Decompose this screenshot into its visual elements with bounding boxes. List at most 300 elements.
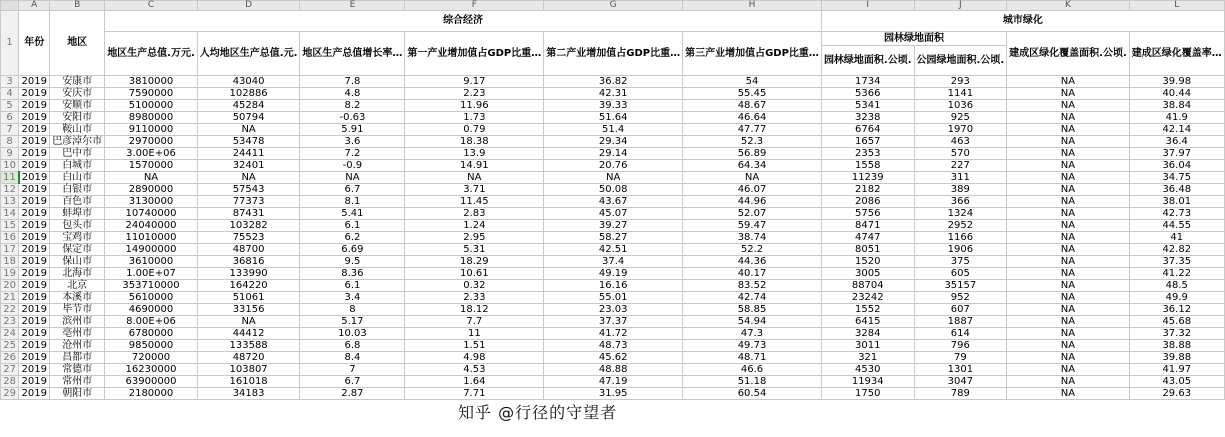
cell-secondary-share[interactable]: 37.37 bbox=[544, 316, 683, 328]
row-number[interactable]: 29 bbox=[1, 388, 19, 400]
cell-green-land-area[interactable]: 321 bbox=[821, 352, 914, 364]
cell-green-land-area[interactable]: 1734 bbox=[821, 76, 914, 88]
cell-gdp[interactable]: 3810000 bbox=[105, 76, 198, 88]
cell-built-green-area[interactable]: NA bbox=[1007, 76, 1130, 88]
cell-region[interactable]: 安顺市 bbox=[50, 100, 105, 112]
row-number[interactable]: 8 bbox=[1, 136, 19, 148]
cell-primary-share[interactable]: 2.95 bbox=[405, 232, 544, 244]
cell-built-green-rate[interactable]: 37.32 bbox=[1129, 328, 1224, 340]
cell-secondary-share[interactable]: 58.27 bbox=[544, 232, 683, 244]
cell-year[interactable]: 2019 bbox=[19, 256, 50, 268]
cell-gdp-per-capita[interactable]: 48720 bbox=[197, 352, 300, 364]
cell-primary-share[interactable]: 3.71 bbox=[405, 184, 544, 196]
cell-region[interactable]: 朝阳市 bbox=[50, 388, 105, 400]
cell-secondary-share[interactable]: 16.16 bbox=[544, 280, 683, 292]
cell-gdp-growth[interactable]: NA bbox=[300, 172, 405, 184]
cell-secondary-share[interactable]: NA bbox=[544, 172, 683, 184]
cell-built-green-area[interactable]: NA bbox=[1007, 100, 1130, 112]
cell-gdp-growth[interactable]: 6.1 bbox=[300, 280, 405, 292]
cell-gdp-growth[interactable]: 7.8 bbox=[300, 76, 405, 88]
cell-gdp[interactable]: 5610000 bbox=[105, 292, 198, 304]
cell-region[interactable]: 蚌埠市 bbox=[50, 208, 105, 220]
cell-gdp[interactable]: 3.00E+06 bbox=[105, 148, 198, 160]
column-header-h[interactable]: H bbox=[683, 1, 822, 11]
cell-green-land-area[interactable]: 8471 bbox=[821, 220, 914, 232]
cell-gdp-growth[interactable]: 6.7 bbox=[300, 184, 405, 196]
cell-gdp[interactable]: 2970000 bbox=[105, 136, 198, 148]
header-green-group[interactable]: 城市绿化 bbox=[821, 11, 1224, 32]
cell-tertiary-share[interactable]: 48.67 bbox=[683, 100, 822, 112]
cell-secondary-share[interactable]: 50.08 bbox=[544, 184, 683, 196]
cell-gdp-per-capita[interactable]: 44412 bbox=[197, 328, 300, 340]
cell-public-green-area[interactable]: 366 bbox=[914, 196, 1007, 208]
cell-year[interactable]: 2019 bbox=[19, 232, 50, 244]
cell-year[interactable]: 2019 bbox=[19, 172, 50, 184]
cell-gdp[interactable]: 3610000 bbox=[105, 256, 198, 268]
cell-public-green-area[interactable]: 925 bbox=[914, 112, 1007, 124]
cell-gdp-per-capita[interactable]: 32401 bbox=[197, 160, 300, 172]
cell-year[interactable]: 2019 bbox=[19, 76, 50, 88]
header-built-green-area[interactable]: 建成区绿化覆盖面积.公顷. bbox=[1007, 32, 1130, 76]
cell-gdp[interactable]: 6780000 bbox=[105, 328, 198, 340]
row-number[interactable]: 9 bbox=[1, 148, 19, 160]
cell-year[interactable]: 2019 bbox=[19, 340, 50, 352]
cell-green-land-area[interactable]: 5756 bbox=[821, 208, 914, 220]
row-number[interactable]: 22 bbox=[1, 304, 19, 316]
cell-primary-share[interactable]: 11 bbox=[405, 328, 544, 340]
cell-green-land-area[interactable]: 3238 bbox=[821, 112, 914, 124]
cell-public-green-area[interactable]: 570 bbox=[914, 148, 1007, 160]
row-number[interactable]: 13 bbox=[1, 196, 19, 208]
cell-gdp-per-capita[interactable]: NA bbox=[197, 316, 300, 328]
cell-gdp-growth[interactable]: 7.2 bbox=[300, 148, 405, 160]
cell-tertiary-share[interactable]: 59.47 bbox=[683, 220, 822, 232]
cell-built-green-rate[interactable]: 38.84 bbox=[1129, 100, 1224, 112]
cell-secondary-share[interactable]: 39.33 bbox=[544, 100, 683, 112]
header-region[interactable]: 地区 bbox=[50, 11, 105, 76]
cell-built-green-area[interactable]: NA bbox=[1007, 352, 1130, 364]
cell-gdp-growth[interactable]: 8.4 bbox=[300, 352, 405, 364]
cell-primary-share[interactable]: 4.53 bbox=[405, 364, 544, 376]
cell-secondary-share[interactable]: 39.27 bbox=[544, 220, 683, 232]
cell-gdp-per-capita[interactable]: 77373 bbox=[197, 196, 300, 208]
cell-public-green-area[interactable]: 1301 bbox=[914, 364, 1007, 376]
cell-region[interactable]: 常州市 bbox=[50, 376, 105, 388]
cell-green-land-area[interactable]: 1657 bbox=[821, 136, 914, 148]
cell-public-green-area[interactable]: 789 bbox=[914, 388, 1007, 400]
cell-green-land-area[interactable]: 23242 bbox=[821, 292, 914, 304]
cell-tertiary-share[interactable]: NA bbox=[683, 172, 822, 184]
cell-green-land-area[interactable]: 2182 bbox=[821, 184, 914, 196]
column-header-a[interactable]: A bbox=[19, 1, 50, 11]
cell-region[interactable]: 亳州市 bbox=[50, 328, 105, 340]
cell-gdp-growth[interactable]: 2.87 bbox=[300, 388, 405, 400]
cell-tertiary-share[interactable]: 47.3 bbox=[683, 328, 822, 340]
cell-public-green-area[interactable]: 1036 bbox=[914, 100, 1007, 112]
row-number[interactable]: 12 bbox=[1, 184, 19, 196]
cell-region[interactable]: 白山市 bbox=[50, 172, 105, 184]
cell-green-land-area[interactable]: 4530 bbox=[821, 364, 914, 376]
cell-built-green-rate[interactable]: 38.01 bbox=[1129, 196, 1224, 208]
cell-year[interactable]: 2019 bbox=[19, 208, 50, 220]
cell-primary-share[interactable]: 1.24 bbox=[405, 220, 544, 232]
header-built-green-rate[interactable]: 建成区绿化覆盖率… bbox=[1129, 32, 1224, 76]
cell-gdp-growth[interactable]: 6.8 bbox=[300, 340, 405, 352]
cell-built-green-area[interactable]: NA bbox=[1007, 364, 1130, 376]
cell-primary-share[interactable]: 11.96 bbox=[405, 100, 544, 112]
cell-public-green-area[interactable]: 463 bbox=[914, 136, 1007, 148]
column-header-k[interactable]: K bbox=[1007, 1, 1130, 11]
cell-primary-share[interactable]: 7.7 bbox=[405, 316, 544, 328]
cell-built-green-rate[interactable]: 40.44 bbox=[1129, 88, 1224, 100]
cell-year[interactable]: 2019 bbox=[19, 376, 50, 388]
cell-gdp-per-capita[interactable]: 36816 bbox=[197, 256, 300, 268]
cell-secondary-share[interactable]: 29.14 bbox=[544, 148, 683, 160]
cell-gdp-growth[interactable]: 8.2 bbox=[300, 100, 405, 112]
cell-tertiary-share[interactable]: 51.18 bbox=[683, 376, 822, 388]
cell-built-green-area[interactable]: NA bbox=[1007, 304, 1130, 316]
cell-public-green-area[interactable]: 1141 bbox=[914, 88, 1007, 100]
cell-year[interactable]: 2019 bbox=[19, 184, 50, 196]
cell-built-green-area[interactable]: NA bbox=[1007, 280, 1130, 292]
cell-gdp-per-capita[interactable]: 50794 bbox=[197, 112, 300, 124]
cell-gdp[interactable]: 2180000 bbox=[105, 388, 198, 400]
row-number[interactable]: 27 bbox=[1, 364, 19, 376]
header-year[interactable]: 年份 bbox=[19, 11, 50, 76]
cell-region[interactable]: 白城市 bbox=[50, 160, 105, 172]
cell-gdp-growth[interactable]: 3.6 bbox=[300, 136, 405, 148]
cell-green-land-area[interactable]: 3005 bbox=[821, 268, 914, 280]
cell-built-green-area[interactable]: NA bbox=[1007, 340, 1130, 352]
cell-gdp-per-capita[interactable]: 164220 bbox=[197, 280, 300, 292]
header-secondary-share[interactable]: 第二产业增加值占GDP比重… bbox=[544, 32, 683, 76]
cell-secondary-share[interactable]: 36.82 bbox=[544, 76, 683, 88]
cell-green-land-area[interactable]: 88704 bbox=[821, 280, 914, 292]
cell-gdp[interactable]: 63900000 bbox=[105, 376, 198, 388]
cell-public-green-area[interactable]: 293 bbox=[914, 76, 1007, 88]
header-public-green-area[interactable]: 公园绿地面积.公顷. bbox=[914, 46, 1007, 76]
cell-year[interactable]: 2019 bbox=[19, 316, 50, 328]
cell-built-green-area[interactable]: NA bbox=[1007, 292, 1130, 304]
cell-gdp[interactable]: 11010000 bbox=[105, 232, 198, 244]
cell-year[interactable]: 2019 bbox=[19, 148, 50, 160]
cell-region[interactable]: 安阳市 bbox=[50, 112, 105, 124]
cell-tertiary-share[interactable]: 44.96 bbox=[683, 196, 822, 208]
cell-gdp-per-capita[interactable]: 133990 bbox=[197, 268, 300, 280]
cell-gdp-per-capita[interactable]: 75523 bbox=[197, 232, 300, 244]
cell-built-green-area[interactable]: NA bbox=[1007, 112, 1130, 124]
cell-public-green-area[interactable]: 1324 bbox=[914, 208, 1007, 220]
cell-built-green-rate[interactable]: 29.63 bbox=[1129, 388, 1224, 400]
cell-region[interactable]: 宝鸡市 bbox=[50, 232, 105, 244]
cell-built-green-rate[interactable]: 36.4 bbox=[1129, 136, 1224, 148]
cell-built-green-rate[interactable]: 39.98 bbox=[1129, 76, 1224, 88]
cell-gdp-growth[interactable]: 8.1 bbox=[300, 196, 405, 208]
header-gdp[interactable]: 地区生产总值.万元. bbox=[105, 32, 198, 76]
cell-primary-share[interactable]: 18.29 bbox=[405, 256, 544, 268]
cell-secondary-share[interactable]: 45.62 bbox=[544, 352, 683, 364]
cell-built-green-rate[interactable]: 36.04 bbox=[1129, 160, 1224, 172]
row-number[interactable]: 24 bbox=[1, 328, 19, 340]
cell-green-land-area[interactable]: 2353 bbox=[821, 148, 914, 160]
cell-region[interactable]: 保山市 bbox=[50, 256, 105, 268]
cell-gdp-growth[interactable]: 3.4 bbox=[300, 292, 405, 304]
cell-gdp-growth[interactable]: 8 bbox=[300, 304, 405, 316]
cell-secondary-share[interactable]: 42.51 bbox=[544, 244, 683, 256]
cell-year[interactable]: 2019 bbox=[19, 100, 50, 112]
cell-built-green-rate[interactable]: 34.75 bbox=[1129, 172, 1224, 184]
cell-gdp-growth[interactable]: -0.9 bbox=[300, 160, 405, 172]
column-header-j[interactable]: J bbox=[914, 1, 1007, 11]
cell-tertiary-share[interactable]: 60.54 bbox=[683, 388, 822, 400]
cell-secondary-share[interactable]: 31.95 bbox=[544, 388, 683, 400]
cell-primary-share[interactable]: 14.91 bbox=[405, 160, 544, 172]
cell-region[interactable]: 昌都市 bbox=[50, 352, 105, 364]
cell-built-green-area[interactable]: NA bbox=[1007, 148, 1130, 160]
cell-gdp[interactable]: 9850000 bbox=[105, 340, 198, 352]
cell-tertiary-share[interactable]: 44.36 bbox=[683, 256, 822, 268]
cell-region[interactable]: 本溪市 bbox=[50, 292, 105, 304]
cell-primary-share[interactable]: 13.9 bbox=[405, 148, 544, 160]
row-number[interactable]: 11 bbox=[1, 172, 19, 184]
cell-gdp-per-capita[interactable]: 45284 bbox=[197, 100, 300, 112]
cell-public-green-area[interactable]: 375 bbox=[914, 256, 1007, 268]
column-header-e[interactable]: E bbox=[300, 1, 405, 11]
cell-gdp-growth[interactable]: 5.17 bbox=[300, 316, 405, 328]
cell-gdp[interactable]: 4690000 bbox=[105, 304, 198, 316]
cell-green-land-area[interactable]: 11239 bbox=[821, 172, 914, 184]
cell-gdp-per-capita[interactable]: 24411 bbox=[197, 148, 300, 160]
cell-built-green-area[interactable]: NA bbox=[1007, 388, 1130, 400]
cell-gdp[interactable]: 7590000 bbox=[105, 88, 198, 100]
cell-tertiary-share[interactable]: 47.77 bbox=[683, 124, 822, 136]
cell-primary-share[interactable]: 7.71 bbox=[405, 388, 544, 400]
cell-gdp-per-capita[interactable]: 53478 bbox=[197, 136, 300, 148]
cell-built-green-rate[interactable]: 44.55 bbox=[1129, 220, 1224, 232]
cell-built-green-area[interactable]: NA bbox=[1007, 256, 1130, 268]
cell-year[interactable]: 2019 bbox=[19, 88, 50, 100]
cell-public-green-area[interactable]: 614 bbox=[914, 328, 1007, 340]
cell-primary-share[interactable]: 0.32 bbox=[405, 280, 544, 292]
cell-region[interactable]: 包头市 bbox=[50, 220, 105, 232]
cell-year[interactable]: 2019 bbox=[19, 196, 50, 208]
cell-public-green-area[interactable]: 1906 bbox=[914, 244, 1007, 256]
cell-gdp-per-capita[interactable]: 161018 bbox=[197, 376, 300, 388]
cell-primary-share[interactable]: 4.98 bbox=[405, 352, 544, 364]
cell-tertiary-share[interactable]: 56.89 bbox=[683, 148, 822, 160]
cell-primary-share[interactable]: 1.64 bbox=[405, 376, 544, 388]
cell-green-land-area[interactable]: 3284 bbox=[821, 328, 914, 340]
cell-built-green-area[interactable]: NA bbox=[1007, 136, 1130, 148]
column-header-c[interactable]: C bbox=[105, 1, 198, 11]
cell-tertiary-share[interactable]: 46.07 bbox=[683, 184, 822, 196]
cell-year[interactable]: 2019 bbox=[19, 136, 50, 148]
cell-gdp-per-capita[interactable]: 33156 bbox=[197, 304, 300, 316]
cell-gdp-per-capita[interactable]: 57543 bbox=[197, 184, 300, 196]
cell-public-green-area[interactable]: 3047 bbox=[914, 376, 1007, 388]
cell-region[interactable]: 北京 bbox=[50, 280, 105, 292]
cell-built-green-rate[interactable]: 43.05 bbox=[1129, 376, 1224, 388]
cell-public-green-area[interactable]: 35157 bbox=[914, 280, 1007, 292]
cell-primary-share[interactable]: 2.83 bbox=[405, 208, 544, 220]
cell-public-green-area[interactable]: 2952 bbox=[914, 220, 1007, 232]
cell-year[interactable]: 2019 bbox=[19, 352, 50, 364]
cell-built-green-rate[interactable]: 41 bbox=[1129, 232, 1224, 244]
cell-built-green-area[interactable]: NA bbox=[1007, 88, 1130, 100]
cell-public-green-area[interactable]: 1887 bbox=[914, 316, 1007, 328]
cell-primary-share[interactable]: 1.51 bbox=[405, 340, 544, 352]
cell-tertiary-share[interactable]: 64.34 bbox=[683, 160, 822, 172]
cell-region[interactable]: 鞍山市 bbox=[50, 124, 105, 136]
cell-green-land-area[interactable]: 11934 bbox=[821, 376, 914, 388]
header-green-land-area[interactable]: 园林绿地面积.公顷. bbox=[821, 46, 914, 76]
cell-built-green-area[interactable]: NA bbox=[1007, 268, 1130, 280]
cell-gdp-per-capita[interactable]: 43040 bbox=[197, 76, 300, 88]
row-number[interactable]: 20 bbox=[1, 280, 19, 292]
cell-secondary-share[interactable]: 45.07 bbox=[544, 208, 683, 220]
cell-tertiary-share[interactable]: 42.74 bbox=[683, 292, 822, 304]
cell-built-green-rate[interactable]: 42.14 bbox=[1129, 124, 1224, 136]
cell-primary-share[interactable]: 18.38 bbox=[405, 136, 544, 148]
cell-region[interactable]: 常德市 bbox=[50, 364, 105, 376]
cell-tertiary-share[interactable]: 38.74 bbox=[683, 232, 822, 244]
cell-gdp-growth[interactable]: 8.36 bbox=[300, 268, 405, 280]
cell-public-green-area[interactable]: 79 bbox=[914, 352, 1007, 364]
header-park-area-group[interactable]: 园林绿地面积 bbox=[821, 32, 1006, 46]
column-header-g[interactable]: G bbox=[544, 1, 683, 11]
cell-gdp-per-capita[interactable]: 48700 bbox=[197, 244, 300, 256]
row-number-1[interactable]: 1 bbox=[1, 11, 19, 76]
cell-secondary-share[interactable]: 55.01 bbox=[544, 292, 683, 304]
row-number[interactable]: 10 bbox=[1, 160, 19, 172]
cell-gdp-per-capita[interactable]: 51061 bbox=[197, 292, 300, 304]
cell-built-green-rate[interactable]: 45.68 bbox=[1129, 316, 1224, 328]
cell-built-green-rate[interactable]: 36.12 bbox=[1129, 304, 1224, 316]
cell-built-green-area[interactable]: NA bbox=[1007, 196, 1130, 208]
cell-green-land-area[interactable]: 5341 bbox=[821, 100, 914, 112]
cell-gdp[interactable]: 8.00E+06 bbox=[105, 316, 198, 328]
cell-region[interactable]: 滨州市 bbox=[50, 316, 105, 328]
cell-primary-share[interactable]: 10.61 bbox=[405, 268, 544, 280]
column-header-b[interactable]: B bbox=[50, 1, 105, 11]
row-number[interactable]: 26 bbox=[1, 352, 19, 364]
cell-year[interactable]: 2019 bbox=[19, 292, 50, 304]
cell-green-land-area[interactable]: 4747 bbox=[821, 232, 914, 244]
cell-secondary-share[interactable]: 49.19 bbox=[544, 268, 683, 280]
cell-tertiary-share[interactable]: 54.94 bbox=[683, 316, 822, 328]
cell-region[interactable]: 安康市 bbox=[50, 76, 105, 88]
cell-gdp-per-capita[interactable]: NA bbox=[197, 124, 300, 136]
cell-built-green-area[interactable]: NA bbox=[1007, 328, 1130, 340]
cell-tertiary-share[interactable]: 46.64 bbox=[683, 112, 822, 124]
cell-year[interactable]: 2019 bbox=[19, 388, 50, 400]
cell-region[interactable]: 百色市 bbox=[50, 196, 105, 208]
cell-gdp-growth[interactable]: -0.63 bbox=[300, 112, 405, 124]
cell-gdp-per-capita[interactable]: 133588 bbox=[197, 340, 300, 352]
cell-year[interactable]: 2019 bbox=[19, 268, 50, 280]
cell-year[interactable]: 2019 bbox=[19, 160, 50, 172]
cell-green-land-area[interactable]: 1520 bbox=[821, 256, 914, 268]
cell-primary-share[interactable]: 18.12 bbox=[405, 304, 544, 316]
row-number[interactable]: 17 bbox=[1, 244, 19, 256]
cell-green-land-area[interactable]: 6415 bbox=[821, 316, 914, 328]
cell-built-green-area[interactable]: NA bbox=[1007, 124, 1130, 136]
cell-secondary-share[interactable]: 23.03 bbox=[544, 304, 683, 316]
header-primary-share[interactable]: 第一产业增加值占GDP比重… bbox=[405, 32, 544, 76]
cell-tertiary-share[interactable]: 55.45 bbox=[683, 88, 822, 100]
cell-secondary-share[interactable]: 42.31 bbox=[544, 88, 683, 100]
cell-built-green-rate[interactable]: 37.97 bbox=[1129, 148, 1224, 160]
cell-built-green-rate[interactable]: 42.73 bbox=[1129, 208, 1224, 220]
cell-gdp-per-capita[interactable]: 103807 bbox=[197, 364, 300, 376]
cell-region[interactable]: 北海市 bbox=[50, 268, 105, 280]
cell-region[interactable]: 毕节市 bbox=[50, 304, 105, 316]
cell-gdp-per-capita[interactable]: NA bbox=[197, 172, 300, 184]
cell-secondary-share[interactable]: 48.73 bbox=[544, 340, 683, 352]
cell-gdp[interactable]: 1570000 bbox=[105, 160, 198, 172]
row-number[interactable]: 3 bbox=[1, 76, 19, 88]
cell-gdp[interactable]: 5100000 bbox=[105, 100, 198, 112]
cell-public-green-area[interactable]: 389 bbox=[914, 184, 1007, 196]
cell-gdp-growth[interactable]: 9.5 bbox=[300, 256, 405, 268]
cell-year[interactable]: 2019 bbox=[19, 220, 50, 232]
column-header-l[interactable]: L bbox=[1129, 1, 1224, 11]
cell-primary-share[interactable]: 5.31 bbox=[405, 244, 544, 256]
cell-year[interactable]: 2019 bbox=[19, 304, 50, 316]
cell-gdp[interactable]: 16230000 bbox=[105, 364, 198, 376]
cell-built-green-area[interactable]: NA bbox=[1007, 184, 1130, 196]
cell-gdp[interactable]: 720000 bbox=[105, 352, 198, 364]
cell-public-green-area[interactable]: 605 bbox=[914, 268, 1007, 280]
cell-built-green-rate[interactable]: 41.97 bbox=[1129, 364, 1224, 376]
cell-gdp-growth[interactable]: 5.41 bbox=[300, 208, 405, 220]
cell-primary-share[interactable]: 1.73 bbox=[405, 112, 544, 124]
cell-secondary-share[interactable]: 43.67 bbox=[544, 196, 683, 208]
cell-green-land-area[interactable]: 2086 bbox=[821, 196, 914, 208]
cell-region[interactable]: 巴中市 bbox=[50, 148, 105, 160]
cell-built-green-area[interactable]: NA bbox=[1007, 316, 1130, 328]
cell-gdp-per-capita[interactable]: 102886 bbox=[197, 88, 300, 100]
cell-built-green-rate[interactable]: 41.9 bbox=[1129, 112, 1224, 124]
cell-built-green-area[interactable]: NA bbox=[1007, 376, 1130, 388]
cell-built-green-rate[interactable]: 36.48 bbox=[1129, 184, 1224, 196]
cell-year[interactable]: 2019 bbox=[19, 364, 50, 376]
cell-tertiary-share[interactable]: 54 bbox=[683, 76, 822, 88]
cell-year[interactable]: 2019 bbox=[19, 244, 50, 256]
row-number[interactable]: 5 bbox=[1, 100, 19, 112]
cell-green-land-area[interactable]: 3011 bbox=[821, 340, 914, 352]
column-header-d[interactable]: D bbox=[197, 1, 300, 11]
cell-tertiary-share[interactable]: 58.85 bbox=[683, 304, 822, 316]
row-number[interactable]: 7 bbox=[1, 124, 19, 136]
cell-public-green-area[interactable]: 1970 bbox=[914, 124, 1007, 136]
cell-year[interactable]: 2019 bbox=[19, 328, 50, 340]
row-number[interactable]: 23 bbox=[1, 316, 19, 328]
cell-year[interactable]: 2019 bbox=[19, 112, 50, 124]
cell-built-green-area[interactable]: NA bbox=[1007, 172, 1130, 184]
cell-secondary-share[interactable]: 37.4 bbox=[544, 256, 683, 268]
cell-green-land-area[interactable]: 1558 bbox=[821, 160, 914, 172]
row-number[interactable]: 25 bbox=[1, 340, 19, 352]
cell-built-green-rate[interactable]: 49.9 bbox=[1129, 292, 1224, 304]
cell-region[interactable]: 沧州市 bbox=[50, 340, 105, 352]
cell-gdp[interactable]: 10740000 bbox=[105, 208, 198, 220]
cell-gdp-growth[interactable]: 10.03 bbox=[300, 328, 405, 340]
cell-primary-share[interactable]: NA bbox=[405, 172, 544, 184]
cell-gdp[interactable]: 1.00E+07 bbox=[105, 268, 198, 280]
cell-gdp[interactable]: 3130000 bbox=[105, 196, 198, 208]
row-number[interactable]: 28 bbox=[1, 376, 19, 388]
